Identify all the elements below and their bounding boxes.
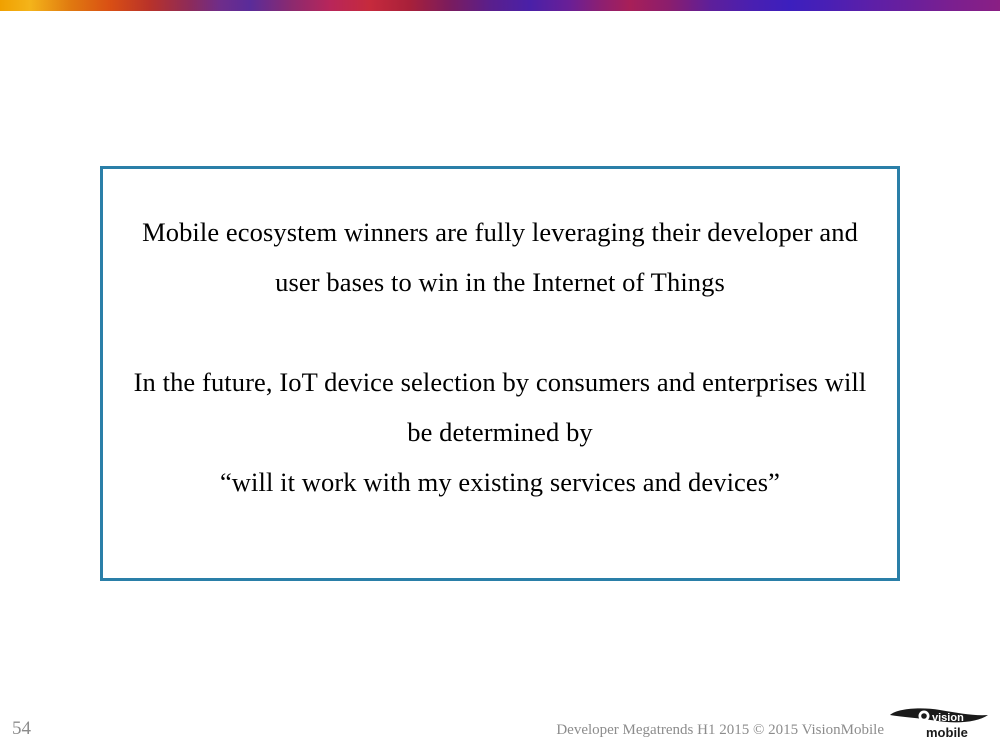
decorative-gradient-bar	[0, 0, 1000, 11]
quote-paragraph-2-line-2: “will it work with my existing services and devices”	[219, 467, 781, 497]
visionmobile-logo	[888, 706, 992, 744]
footer-copyright: Developer Megatrends H1 2015 © 2015 VisionMobile	[556, 722, 884, 738]
quote-paragraph-2-line-1: In the future, IoT device selection by consumers and enterprises will be determined by	[133, 367, 867, 447]
quote-box	[100, 166, 900, 581]
page-number: 54	[12, 718, 31, 739]
svg-text:vision: vision	[932, 712, 964, 724]
quote-paragraph-1: Mobile ecosystem winners are fully leveraging their developer and user bases to win in the Internet of Things	[142, 217, 858, 297]
quote-content	[127, 207, 873, 507]
svg-text:mobile: mobile	[926, 725, 968, 740]
